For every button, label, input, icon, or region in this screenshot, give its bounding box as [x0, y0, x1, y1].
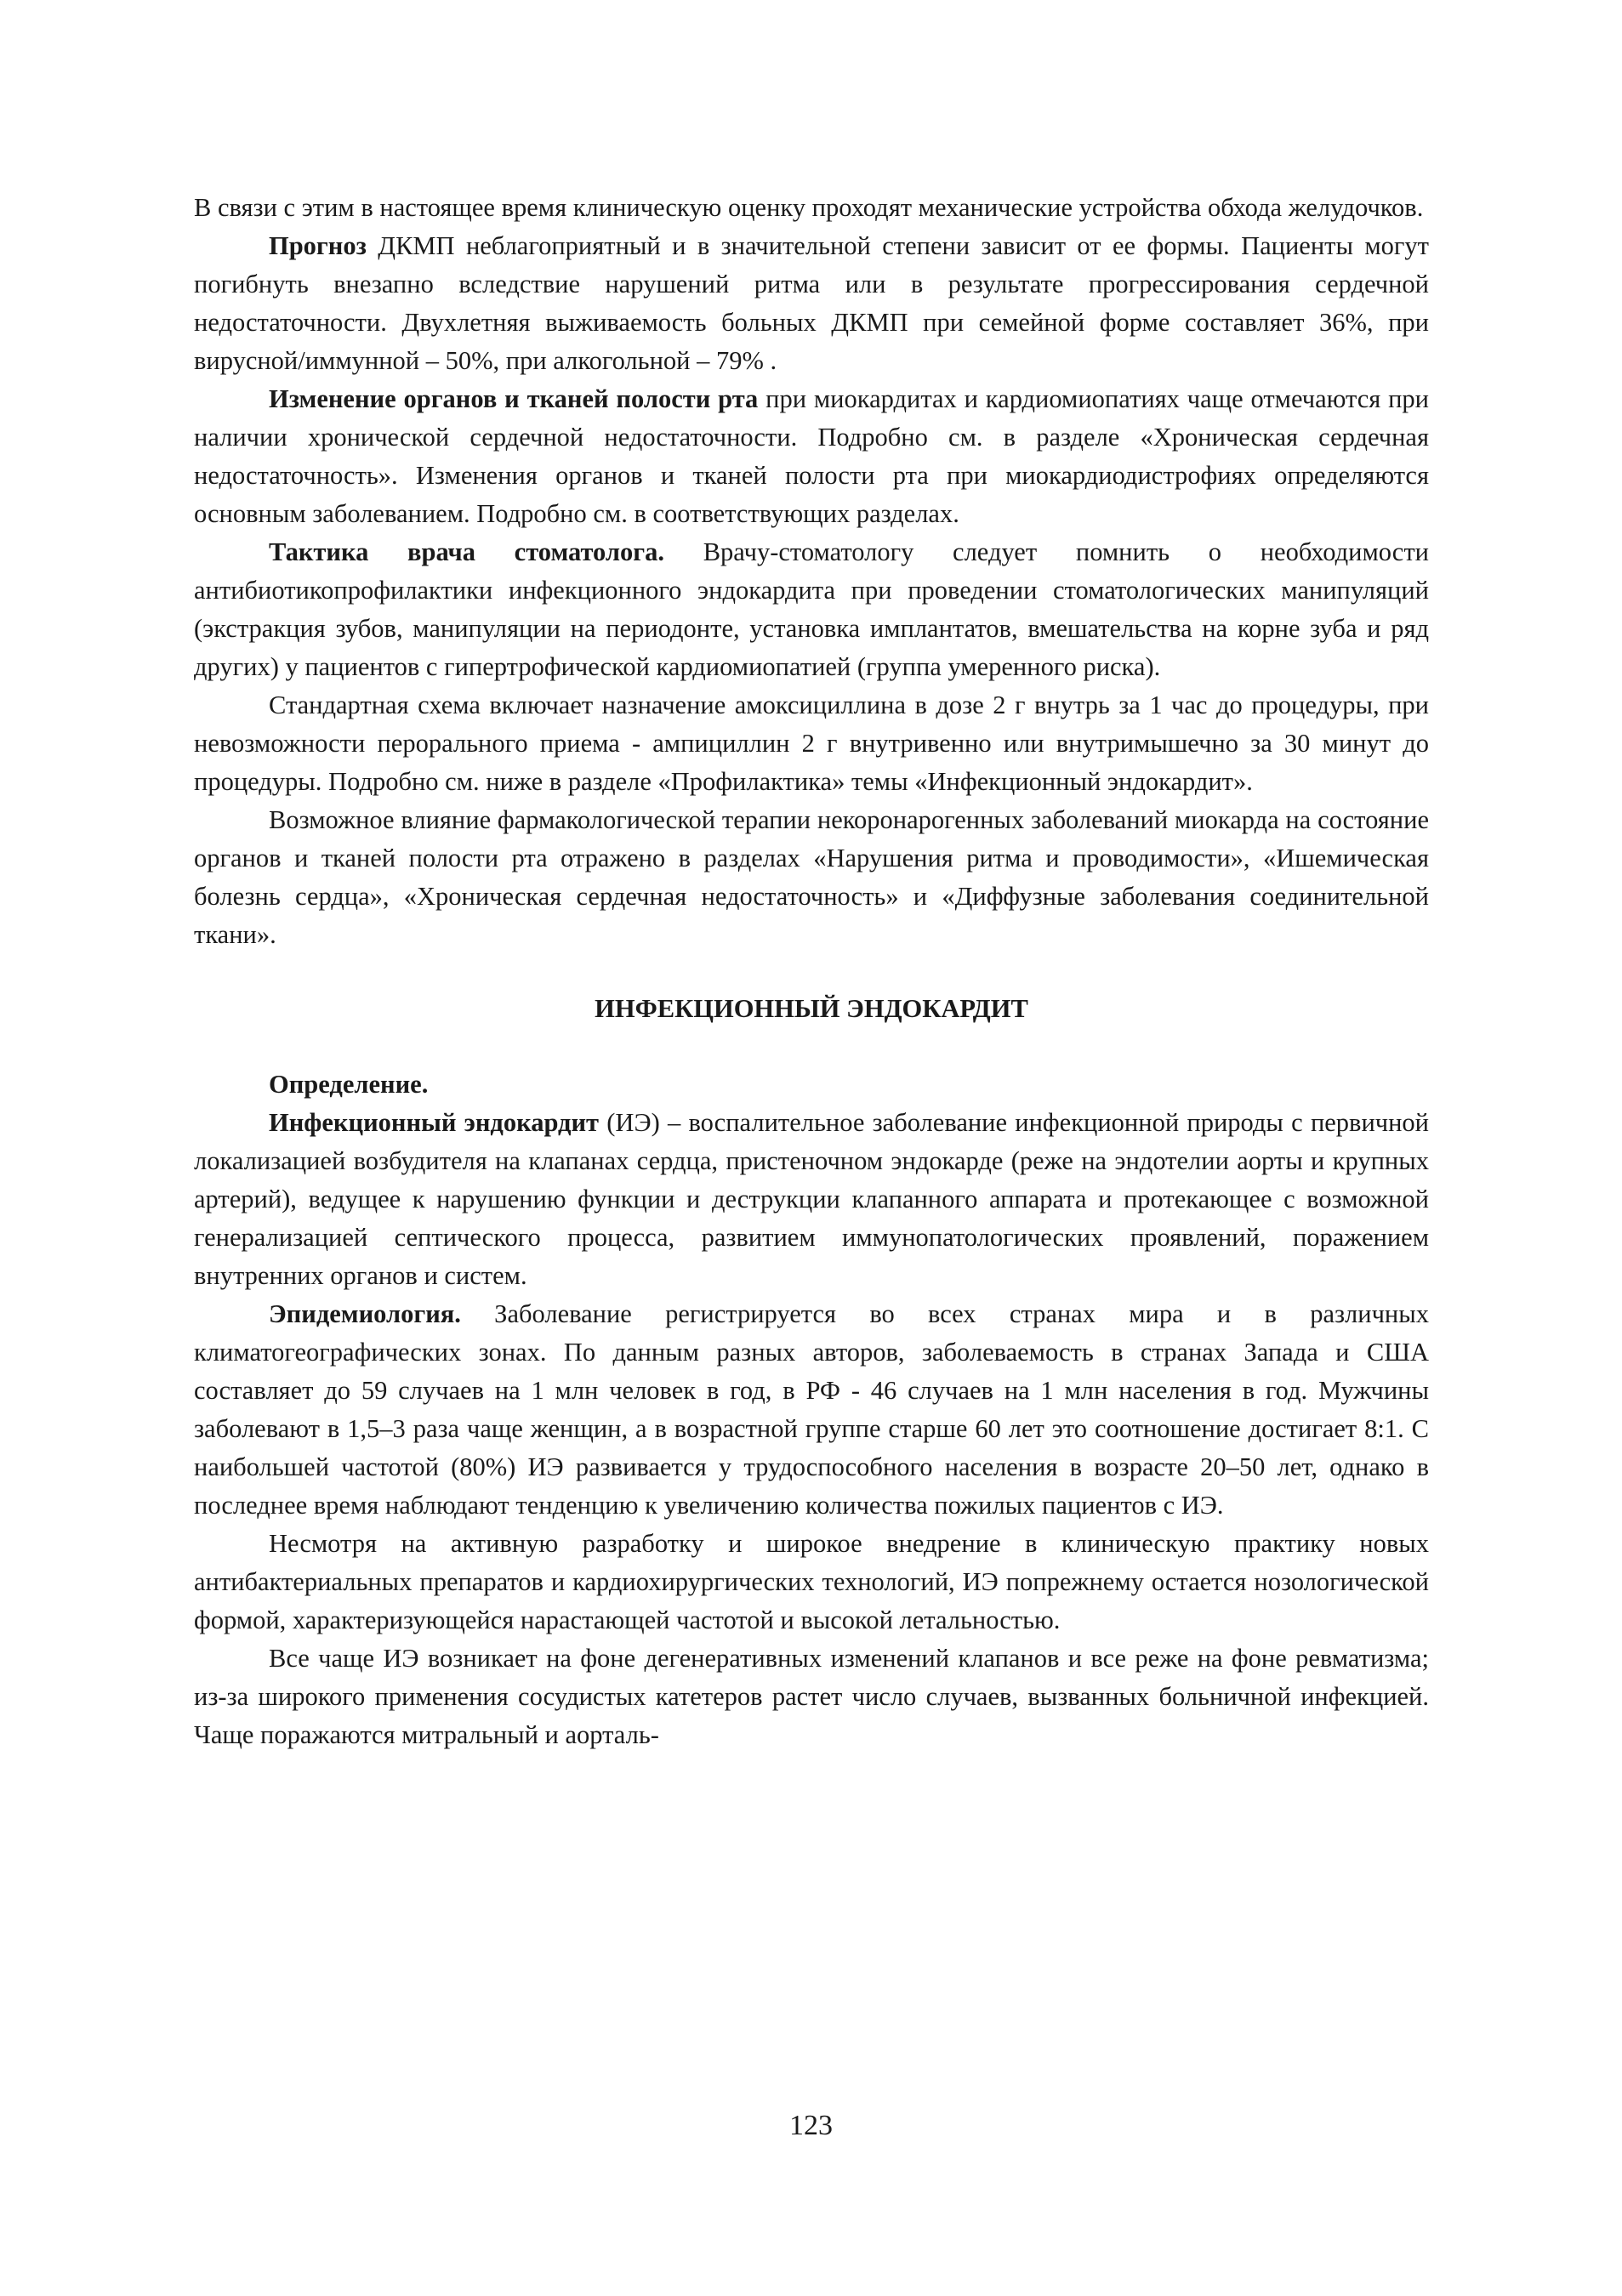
paragraph-pharmacology-influence: Возможное влияние фармакологической терапии некоронарогенных заболеваний миокарда на состояние органов и тканей полости рта отражено в разделах «Нарушения ритма и проводимости», «Ишемическая болезнь сердца», «Хроническая сердечная недостаточность» и «Диффузные заболевания соединительной ткани». — [194, 805, 1429, 949]
dentist-tactics-label: Тактика врача стоматолога. — [269, 537, 664, 566]
paragraph-definition — [194, 1104, 1429, 1295]
oral-changes-text: при миокардитах и кардиомиопатиях чаще отмечаются при наличии хронической сердечной недостаточности. Подробно см. в разделе «Хроническая сердечная недостаточность». Изменения органов и тканей полости рта при миокардиодистрофиях определяются основным заболеванием. Подробно см. в соответствующих разделах. — [194, 384, 1429, 528]
page-number: 123 — [789, 2110, 833, 2141]
prognosis-label: Прогноз — [269, 231, 367, 260]
epidemiology-label: Эпидемиология. — [269, 1299, 461, 1328]
paragraph-prognosis — [194, 227, 1429, 380]
paragraph-oral-changes — [194, 380, 1429, 533]
paragraph-epidemiology — [194, 1295, 1429, 1525]
paragraph-active-development: Несмотря на активную разработку и широкое внедрение в клиническую практику новых антибактериальных препаратов и кардиохирургических технологий, ИЭ попрежнему остается нозологической формой, характеризующейся нарастающей частотой и высокой летальностью. — [194, 1529, 1429, 1634]
oral-changes-label: Изменение органов и тканей полости рта — [269, 384, 759, 413]
dentist-tactics-text: Врачу-стоматологу следует помнить о необходимости антибиотикопрофилактики инфекционного эндокардита при проведении стоматологических манипуляций (экстракция зубов, манипуляции на периодонте, установка имплантатов, вмешательства на корне зуба и ряд других) у пациентов с гипертрофической кардиомиопатией (группа умеренного риска). — [194, 537, 1429, 681]
paragraph-degenerative-changes: Все чаще ИЭ возникает на фоне дегенеративных изменений клапанов и все реже на фоне ревматизма; из-за широкого применения сосудистых катетеров растет число случаев, вызванных больничной инфекцией. Чаще поражаются митральный и аорталь- — [194, 1644, 1429, 1749]
paragraph-mechanical-devices: В связи с этим в настоящее время клиническую оценку проходят механические устройства обхода желудочков. — [194, 193, 1424, 222]
section-heading: ИНФЕКЦИОННЫЙ ЭНДОКАРДИТ — [595, 994, 1028, 1023]
prognosis-text: ДКМП неблагоприятный и в значительной степени зависит от ее формы. Пациенты могут погибнуть внезапно вследствие нарушений ритма или в результате прогрессирования сердечной недостаточности. Двухлетняя выживаемость больных ДКМП при семейной форме составляет 36%, при вирусной/иммунной – 50%, при алкогольной – 79% . — [194, 231, 1429, 375]
definition-text: (ИЭ) – воспалительное заболевание инфекционной природы с первичной локализацией возбудителя на клапанах сердца, пристеночном эндокарде (реже на эндотелии аорты и крупных артерий), ведущее к нарушению функции и деструкции клапанного аппарата и протекающее с возможной генерализацией септического процесса, развитием иммунопатологических проявлений, поражением внутренних органов и систем. — [194, 1108, 1430, 1290]
definition-label: Определение. — [269, 1070, 429, 1099]
paragraph-standard-scheme: Стандартная схема включает назначение амоксициллина в дозе 2 г внутрь за 1 час до процедуры, при невозможности перорального приема - ампициллин 2 г внутривенно или внутримышечно за 30 минут до процедуры. Подробно см. ниже в разделе «Профилактика» темы «Инфекционный эндокардит». — [194, 691, 1429, 796]
epidemiology-text: Заболевание регистрируется во всех странах мира и в различных климатогеографических зонах. По данным разных авторов, заболеваемость в странах Запада и США составляет до 59 случаев на 1 млн человек в год, в РФ - 46 случаев на 1 млн населения в год. Мужчины заболевают в 1,5–3 раза чаще женщин, а в возрастной группе старше 60 лет это соотношение достигает 8:1. С наибольшей частотой (80%) ИЭ развивается у трудоспособного населения в возрасте 20–50 лет, однако в последнее время наблюдают тенденцию к увеличению количества пожилых пациентов с ИЭ. — [194, 1299, 1429, 1520]
paragraph-dentist-tactics — [194, 533, 1429, 686]
page-body — [194, 189, 1429, 1754]
infective-endocarditis-term: Инфекционный эндокардит — [269, 1108, 600, 1137]
